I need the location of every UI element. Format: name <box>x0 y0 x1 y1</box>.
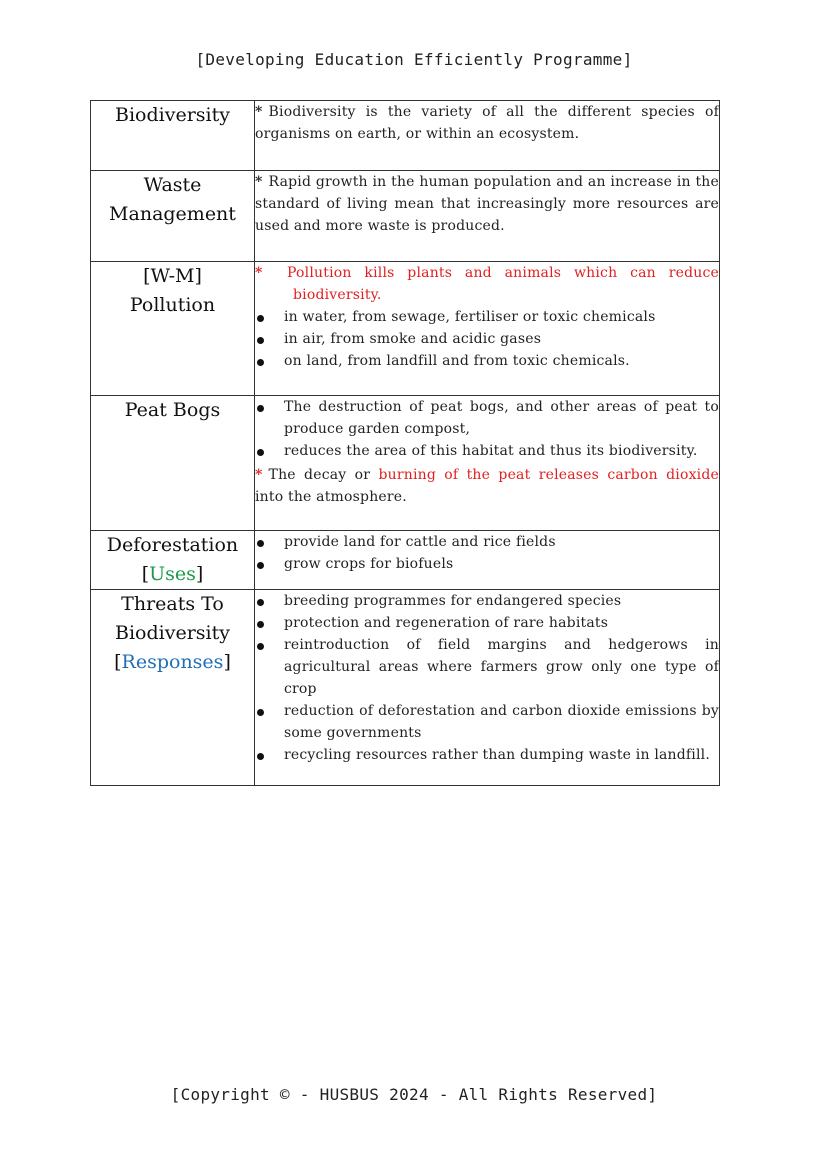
note-highlight: burning of the peat releases carbon <box>378 467 658 483</box>
term-peat-bogs: Peat Bogs <box>91 396 255 531</box>
bracket: ] <box>223 651 231 673</box>
term-threats <box>91 590 255 786</box>
notes-table <box>90 100 720 786</box>
responses-label: Responses <box>121 651 224 673</box>
list-item: on land, from landfill and from toxic chemicals. <box>255 350 719 372</box>
note-text: The decay or <box>268 467 379 483</box>
uses-label: Uses <box>149 563 196 585</box>
term-line: Deforestation <box>106 534 239 556</box>
bracket: ] <box>195 563 204 585</box>
table-row <box>91 171 720 262</box>
note-highlight: dioxide <box>666 467 719 483</box>
page-footer: [Copyright © - HUSBUS 2024 - All Rights Reserved] <box>170 1085 658 1104</box>
page-header: [Developing Education Efficiently Programme] <box>195 50 633 69</box>
list-item: in air, from smoke and acidic gases <box>255 328 719 350</box>
definition-text: Rapid growth in the human population and an increase in the standard of living mean that increasingly more resources are used and more waste is produced. <box>255 174 719 234</box>
bullet-list <box>255 306 719 372</box>
list-item: reintroduction of field margins and hedgerows in agricultural areas where farmers grow only one type of crop <box>255 634 719 700</box>
desc-biodiversity <box>255 101 720 171</box>
list-item: in water, from sewage, fertiliser or toxic chemicals <box>255 306 719 328</box>
bracket: [ <box>114 651 122 673</box>
term-pollution <box>91 262 255 396</box>
asterisk-icon: * <box>255 174 263 190</box>
peat-note <box>255 464 719 508</box>
desc-peat-bogs <box>255 396 720 531</box>
term-line: [W-M] <box>143 265 202 287</box>
bullet-list <box>255 590 719 766</box>
term-deforestation <box>91 531 255 590</box>
bullet-list <box>255 396 719 462</box>
table-row <box>91 531 720 590</box>
term-biodiversity: Biodiversity <box>91 101 255 171</box>
term-line: Biodiversity <box>115 622 230 644</box>
table-row <box>91 590 720 786</box>
list-item: reduces the area of this habitat and thus its biodiversity. <box>255 440 719 462</box>
term-line: Pollution <box>129 294 216 316</box>
desc-threats <box>255 590 720 786</box>
term-line: Waste <box>143 174 202 196</box>
term-line: Threats To <box>121 593 224 615</box>
list-item: reduction of deforestation and carbon dioxide emissions by some governments <box>255 700 719 744</box>
table-row <box>91 262 720 396</box>
asterisk-icon: * <box>255 467 263 483</box>
list-item: The destruction of peat bogs, and other areas of peat to produce garden compost, <box>255 396 719 440</box>
definition-text: Biodiversity is the variety of all the different species of organisms on earth, or within an ecosystem. <box>255 104 719 142</box>
list-item: protection and regeneration of rare habitats <box>255 612 719 634</box>
term-tag <box>91 648 254 677</box>
list-item: provide land for cattle and rice fields <box>255 531 719 553</box>
list-item: grow crops for biofuels <box>255 553 719 575</box>
asterisk-icon: * <box>255 104 263 120</box>
list-item: recycling resources rather than dumping waste in landfill. <box>255 744 719 766</box>
desc-pollution <box>255 262 720 396</box>
term-tag <box>91 560 254 589</box>
bullet-list <box>255 531 719 575</box>
term-waste-management <box>91 171 255 262</box>
term-line: Management <box>109 203 236 225</box>
note-text: into the atmosphere. <box>255 489 407 505</box>
desc-waste-management <box>255 171 720 262</box>
list-item: breeding programmes for endangered species <box>255 590 719 612</box>
bracket: [ <box>141 563 150 585</box>
table-row <box>91 396 720 531</box>
highlight-note <box>255 262 719 306</box>
desc-deforestation <box>255 531 720 590</box>
asterisk-icon: * <box>255 265 263 281</box>
table-row <box>91 101 720 171</box>
highlight-text: Pollution kills plants and animals which can reduce biodiversity. <box>287 265 719 303</box>
